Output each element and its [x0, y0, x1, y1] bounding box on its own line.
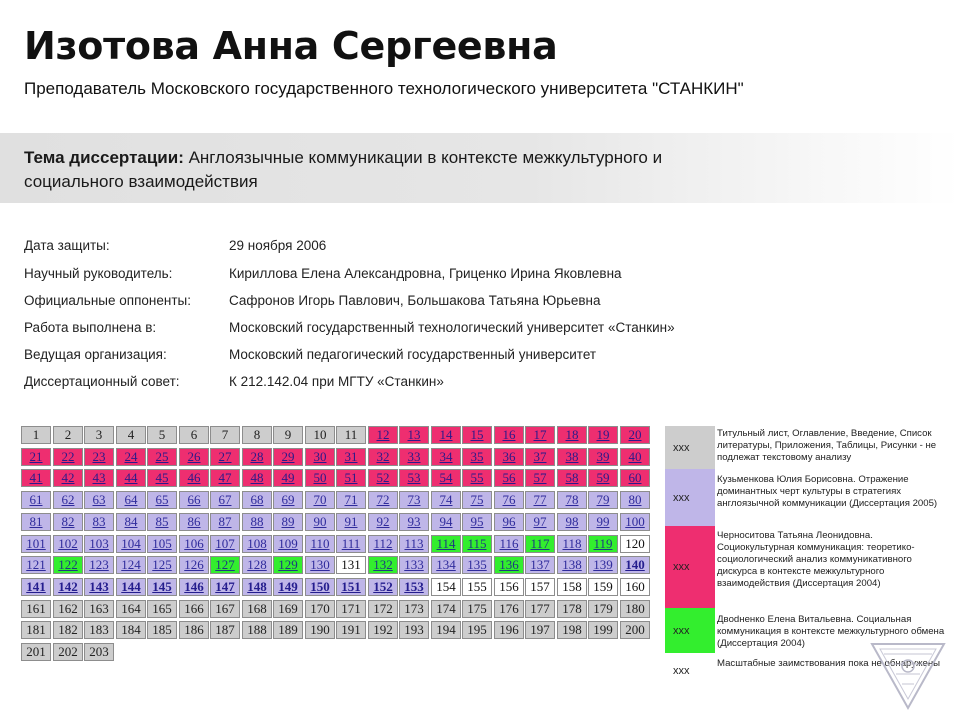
page-cell-75[interactable]: 75: [462, 491, 492, 509]
page-cell-58[interactable]: 58: [557, 469, 587, 487]
page-cell-132[interactable]: 132: [368, 556, 398, 574]
page-cell-158: 158: [557, 578, 587, 596]
page-cell-134[interactable]: 134: [431, 556, 461, 574]
page-cell-199: 199: [588, 621, 618, 639]
page-cell-173: 173: [399, 600, 429, 618]
page-cell-56[interactable]: 56: [494, 469, 524, 487]
page-cell-66[interactable]: 66: [179, 491, 209, 509]
page-cell-138[interactable]: 138: [557, 556, 587, 574]
page-cell-143[interactable]: 143: [84, 578, 114, 596]
page-cell-30[interactable]: 30: [305, 448, 335, 466]
page-cell-80[interactable]: 80: [620, 491, 650, 509]
page-cell-161: 161: [21, 600, 51, 618]
page-cell-201: 201: [21, 643, 51, 661]
page-cell-183: 183: [84, 621, 114, 639]
page-cell-5: 5: [147, 426, 177, 444]
page-cell-185: 185: [147, 621, 177, 639]
page-cell-187: 187: [210, 621, 240, 639]
page-cell-110[interactable]: 110: [305, 535, 335, 553]
page-cell-180: 180: [620, 600, 650, 618]
page-cell-152[interactable]: 152: [368, 578, 398, 596]
page-cell-109[interactable]: 109: [273, 535, 303, 553]
page-cell-186: 186: [179, 621, 209, 639]
page-cell-139[interactable]: 139: [588, 556, 618, 574]
page-cell-46[interactable]: 46: [179, 469, 209, 487]
page-cell-133[interactable]: 133: [399, 556, 429, 574]
info-row-leading-org: [24, 347, 944, 365]
page-cell-191: 191: [336, 621, 366, 639]
info-value: Московский государственный технологический университет «Станкин»: [229, 320, 675, 335]
page-cell-163: 163: [84, 600, 114, 618]
page-cell-125[interactable]: 125: [147, 556, 177, 574]
page-cell-188: 188: [242, 621, 272, 639]
page-cell-117[interactable]: 117: [525, 535, 555, 553]
page-cell-202: 202: [53, 643, 83, 661]
page-cell-150[interactable]: 150: [305, 578, 335, 596]
page-cell-131: 131: [336, 556, 366, 574]
page-cell-55[interactable]: 55: [462, 469, 492, 487]
page-cell-13[interactable]: 13: [399, 426, 429, 444]
info-label: Диссертационный совет:: [24, 374, 180, 389]
page-cell-94[interactable]: 94: [431, 513, 461, 531]
page-cell-79[interactable]: 79: [588, 491, 618, 509]
page-cell-3: 3: [84, 426, 114, 444]
page-cell-153[interactable]: 153: [399, 578, 429, 596]
page-cell-47[interactable]: 47: [210, 469, 240, 487]
page-cell-82[interactable]: 82: [53, 513, 83, 531]
page-cell-10: 10: [305, 426, 335, 444]
page-cell-179: 179: [588, 600, 618, 618]
page-cell-64[interactable]: 64: [116, 491, 146, 509]
page-cell-149[interactable]: 149: [273, 578, 303, 596]
page-cell-103[interactable]: 103: [84, 535, 114, 553]
page-cell-83[interactable]: 83: [84, 513, 114, 531]
page-cell-140[interactable]: 140: [620, 556, 650, 574]
page-cell-162: 162: [53, 600, 83, 618]
info-row-institution: [24, 320, 944, 338]
page-cell-203: 203: [84, 643, 114, 661]
page-cell-52[interactable]: 52: [368, 469, 398, 487]
page-cell-45[interactable]: 45: [147, 469, 177, 487]
legend-row-excluded: [665, 426, 945, 469]
page-cell-36[interactable]: 36: [494, 448, 524, 466]
page-cell-165: 165: [147, 600, 177, 618]
page-cell-69[interactable]: 69: [273, 491, 303, 509]
page-cell-29[interactable]: 29: [273, 448, 303, 466]
legend-swatch: ххх: [665, 526, 715, 608]
page-cell-144[interactable]: 144: [116, 578, 146, 596]
page-cell-93[interactable]: 93: [399, 513, 429, 531]
page-cell-193: 193: [399, 621, 429, 639]
page-cell-1: 1: [21, 426, 51, 444]
info-label: Ведущая организация:: [24, 347, 167, 362]
page-cell-24[interactable]: 24: [116, 448, 146, 466]
legend-row-source-1: [665, 469, 945, 526]
page-cell-81[interactable]: 81: [21, 513, 51, 531]
page-cell-98[interactable]: 98: [557, 513, 587, 531]
page-cell-181: 181: [21, 621, 51, 639]
page-cell-156: 156: [494, 578, 524, 596]
page-cell-114[interactable]: 114: [431, 535, 461, 553]
info-value: Кириллова Елена Александровна, Гриценко Ирина Яковлевна: [229, 266, 622, 281]
page-cell-130[interactable]: 130: [305, 556, 335, 574]
page-cell-89[interactable]: 89: [273, 513, 303, 531]
dissernet-seal-icon: [868, 630, 948, 712]
legend-text: Титульный лист, Оглавление, Введение, Список литературы, Приложения, Таблицы, Рисунки - не подлежат текстовому анализу: [717, 428, 937, 463]
page-cell-190: 190: [305, 621, 335, 639]
theme-title: Англоязычные коммуникации в контексте межкультурного и социального взаимодействия: [24, 148, 663, 191]
page-cell-90[interactable]: 90: [305, 513, 335, 531]
page-cell-166: 166: [179, 600, 209, 618]
page-cell-115[interactable]: 115: [462, 535, 492, 553]
page-cell-2: 2: [53, 426, 83, 444]
page-cell-106[interactable]: 106: [179, 535, 209, 553]
page-cell-113[interactable]: 113: [399, 535, 429, 553]
page-cell-124[interactable]: 124: [116, 556, 146, 574]
page-cell-102[interactable]: 102: [53, 535, 83, 553]
page-cell-26[interactable]: 26: [179, 448, 209, 466]
page-cell-189: 189: [273, 621, 303, 639]
page-cell-84[interactable]: 84: [116, 513, 146, 531]
page-cell-54[interactable]: 54: [431, 469, 461, 487]
page-cell-120: 120: [620, 535, 650, 553]
page-cell-63[interactable]: 63: [84, 491, 114, 509]
legend-swatch: ххх: [665, 426, 715, 469]
page-cell-88[interactable]: 88: [242, 513, 272, 531]
page-cell-87[interactable]: 87: [210, 513, 240, 531]
page-cell-76[interactable]: 76: [494, 491, 524, 509]
legend-swatch: ххх: [665, 608, 715, 653]
page-cell-72[interactable]: 72: [368, 491, 398, 509]
page-cell-194: 194: [431, 621, 461, 639]
page-cell-159: 159: [588, 578, 618, 596]
page-cell-174: 174: [431, 600, 461, 618]
page-cell-85[interactable]: 85: [147, 513, 177, 531]
page-cell-195: 195: [462, 621, 492, 639]
page-cell-129[interactable]: 129: [273, 556, 303, 574]
page-cell-200: 200: [620, 621, 650, 639]
page-cell-34[interactable]: 34: [431, 448, 461, 466]
page-cell-91[interactable]: 91: [336, 513, 366, 531]
page-cell-61[interactable]: 61: [21, 491, 51, 509]
page-cell-18[interactable]: 18: [557, 426, 587, 444]
page-cell-28[interactable]: 28: [242, 448, 272, 466]
legend-text: Масштабные заимствования пока не обнаружены: [717, 658, 941, 669]
page-cell-198: 198: [557, 621, 587, 639]
page-cell-168: 168: [242, 600, 272, 618]
page-cell-86[interactable]: 86: [179, 513, 209, 531]
page-cell-21[interactable]: 21: [21, 448, 51, 466]
page-cell-19[interactable]: 19: [588, 426, 618, 444]
page-cell-92[interactable]: 92: [368, 513, 398, 531]
page-cell-8: 8: [242, 426, 272, 444]
page-cell-169: 169: [273, 600, 303, 618]
page-cell-59[interactable]: 59: [588, 469, 618, 487]
page-cell-157: 157: [525, 578, 555, 596]
page-cell-107[interactable]: 107: [210, 535, 240, 553]
page-cell-141[interactable]: 141: [21, 578, 51, 596]
page-cell-42[interactable]: 42: [53, 469, 83, 487]
page-cell-99[interactable]: 99: [588, 513, 618, 531]
page-cell-44[interactable]: 44: [116, 469, 146, 487]
page-cell-184: 184: [116, 621, 146, 639]
info-row-supervisor: [24, 266, 944, 284]
legend-text: Двodненко Елена Витальевна. Социальная коммуникация в контексте межкультурного обмена (Диссертация 2004): [717, 614, 945, 649]
page-cell-16[interactable]: 16: [494, 426, 524, 444]
page-cell-35[interactable]: 35: [462, 448, 492, 466]
page-cell-20[interactable]: 20: [620, 426, 650, 444]
info-value: Московский педагогический государственный университет: [229, 347, 597, 362]
page-cell-62[interactable]: 62: [53, 491, 83, 509]
theme-label: Тема диссертации:: [24, 148, 184, 167]
info-label: Научный руководитель:: [24, 266, 173, 281]
page-cell-197: 197: [525, 621, 555, 639]
page-cell-39[interactable]: 39: [588, 448, 618, 466]
page-cell-65[interactable]: 65: [147, 491, 177, 509]
page-cell-123[interactable]: 123: [84, 556, 114, 574]
info-row-council: [24, 374, 944, 392]
info-label: Работа выполнена в:: [24, 320, 157, 335]
page-cell-25[interactable]: 25: [147, 448, 177, 466]
page-cell-51[interactable]: 51: [336, 469, 366, 487]
page-cell-27[interactable]: 27: [210, 448, 240, 466]
page-cell-60[interactable]: 60: [620, 469, 650, 487]
legend-swatch: ххх: [665, 469, 715, 526]
page-cell-196: 196: [494, 621, 524, 639]
page-cell-167: 167: [210, 600, 240, 618]
page-cell-17[interactable]: 17: [525, 426, 555, 444]
page-cell-119[interactable]: 119: [588, 535, 618, 553]
page-cell-71[interactable]: 71: [336, 491, 366, 509]
info-label: Дата защиты:: [24, 238, 110, 253]
page-cell-155: 155: [462, 578, 492, 596]
page-cell-122[interactable]: 122: [53, 556, 83, 574]
page-cell-192: 192: [368, 621, 398, 639]
page-cell-49[interactable]: 49: [273, 469, 303, 487]
page-cell-154: 154: [431, 578, 461, 596]
legend-swatch: ххх: [665, 653, 715, 688]
page-cell-38[interactable]: 38: [557, 448, 587, 466]
page-cell-7: 7: [210, 426, 240, 444]
page-cell-178: 178: [557, 600, 587, 618]
legend-text: Черноситова Татьяна Леонидовна. Социокультурная коммуникация: теоретико-социологический анализ коммуникативного дискурса в контексте межкультурного взаимодействия (Диссертация 2004): [717, 530, 915, 589]
page-cell-40[interactable]: 40: [620, 448, 650, 466]
page-cell-170: 170: [305, 600, 335, 618]
page-cell-78[interactable]: 78: [557, 491, 587, 509]
page-cell-128[interactable]: 128: [242, 556, 272, 574]
page-cell-37[interactable]: 37: [525, 448, 555, 466]
page-cell-31[interactable]: 31: [336, 448, 366, 466]
page-grid: [21, 426, 651, 666]
page-cell-101[interactable]: 101: [21, 535, 51, 553]
page-cell-182: 182: [53, 621, 83, 639]
page-cell-48[interactable]: 48: [242, 469, 272, 487]
page-cell-32[interactable]: 32: [368, 448, 398, 466]
page-cell-73[interactable]: 73: [399, 491, 429, 509]
person-name: Изотова Анна Сергеевна: [24, 24, 558, 68]
page-cell-105[interactable]: 105: [147, 535, 177, 553]
page-cell-4: 4: [116, 426, 146, 444]
page-cell-41[interactable]: 41: [21, 469, 51, 487]
page-cell-12[interactable]: 12: [368, 426, 398, 444]
page-cell-23[interactable]: 23: [84, 448, 114, 466]
page-cell-68[interactable]: 68: [242, 491, 272, 509]
dissertation-theme: [24, 146, 764, 194]
page-cell-171: 171: [336, 600, 366, 618]
info-value: 29 ноября 2006: [229, 238, 327, 253]
page-cell-67[interactable]: 67: [210, 491, 240, 509]
page-cell-148[interactable]: 148: [242, 578, 272, 596]
page-cell-111[interactable]: 111: [336, 535, 366, 553]
info-row-opponents: [24, 293, 944, 311]
page-cell-97[interactable]: 97: [525, 513, 555, 531]
page-cell-14[interactable]: 14: [431, 426, 461, 444]
page-cell-121[interactable]: 121: [21, 556, 51, 574]
page-cell-164: 164: [116, 600, 146, 618]
page-cell-136[interactable]: 136: [494, 556, 524, 574]
page-cell-151[interactable]: 151: [336, 578, 366, 596]
page-cell-15[interactable]: 15: [462, 426, 492, 444]
page-cell-177: 177: [525, 600, 555, 618]
page-cell-104[interactable]: 104: [116, 535, 146, 553]
info-row-defense-date: [24, 238, 944, 256]
page-cell-57[interactable]: 57: [525, 469, 555, 487]
page-cell-175: 175: [462, 600, 492, 618]
info-label: Официальные оппоненты:: [24, 293, 191, 308]
page-cell-108[interactable]: 108: [242, 535, 272, 553]
page-cell-11: 11: [336, 426, 366, 444]
page-cell-43[interactable]: 43: [84, 469, 114, 487]
page-cell-9: 9: [273, 426, 303, 444]
page-cell-118[interactable]: 118: [557, 535, 587, 553]
page-cell-6: 6: [179, 426, 209, 444]
info-value: Сафронов Игорь Павлович, Большакова Татьяна Юрьевна: [229, 293, 601, 308]
page-cell-74[interactable]: 74: [431, 491, 461, 509]
page-cell-135[interactable]: 135: [462, 556, 492, 574]
page-cell-147[interactable]: 147: [210, 578, 240, 596]
page-cell-22[interactable]: 22: [53, 448, 83, 466]
page-cell-142[interactable]: 142: [53, 578, 83, 596]
page-cell-146[interactable]: 146: [179, 578, 209, 596]
page-cell-70[interactable]: 70: [305, 491, 335, 509]
info-value: К 212.142.04 при МГТУ «Станкин»: [229, 374, 444, 389]
page-cell-53[interactable]: 53: [399, 469, 429, 487]
page-cell-116[interactable]: 116: [494, 535, 524, 553]
page-cell-33[interactable]: 33: [399, 448, 429, 466]
page-cell-126[interactable]: 126: [179, 556, 209, 574]
legend-row-source-2: [665, 526, 945, 608]
page-cell-95[interactable]: 95: [462, 513, 492, 531]
page-cell-137[interactable]: 137: [525, 556, 555, 574]
page-cell-77[interactable]: 77: [525, 491, 555, 509]
page-cell-127[interactable]: 127: [210, 556, 240, 574]
page-cell-176: 176: [494, 600, 524, 618]
page-cell-145[interactable]: 145: [147, 578, 177, 596]
page-cell-112[interactable]: 112: [368, 535, 398, 553]
legend-text: Кузьменкова Юлия Борисовна. Отражение доминантных черт культуры в стратегиях англоязычной коммуникации (Диссертация 2005): [717, 474, 938, 509]
person-subtitle: Преподаватель Московского государственного технологического университета "СТАНКИН": [24, 79, 744, 98]
page-cell-160: 160: [620, 578, 650, 596]
page-cell-50[interactable]: 50: [305, 469, 335, 487]
page-cell-96[interactable]: 96: [494, 513, 524, 531]
page-cell-172: 172: [368, 600, 398, 618]
page-cell-100[interactable]: 100: [620, 513, 650, 531]
